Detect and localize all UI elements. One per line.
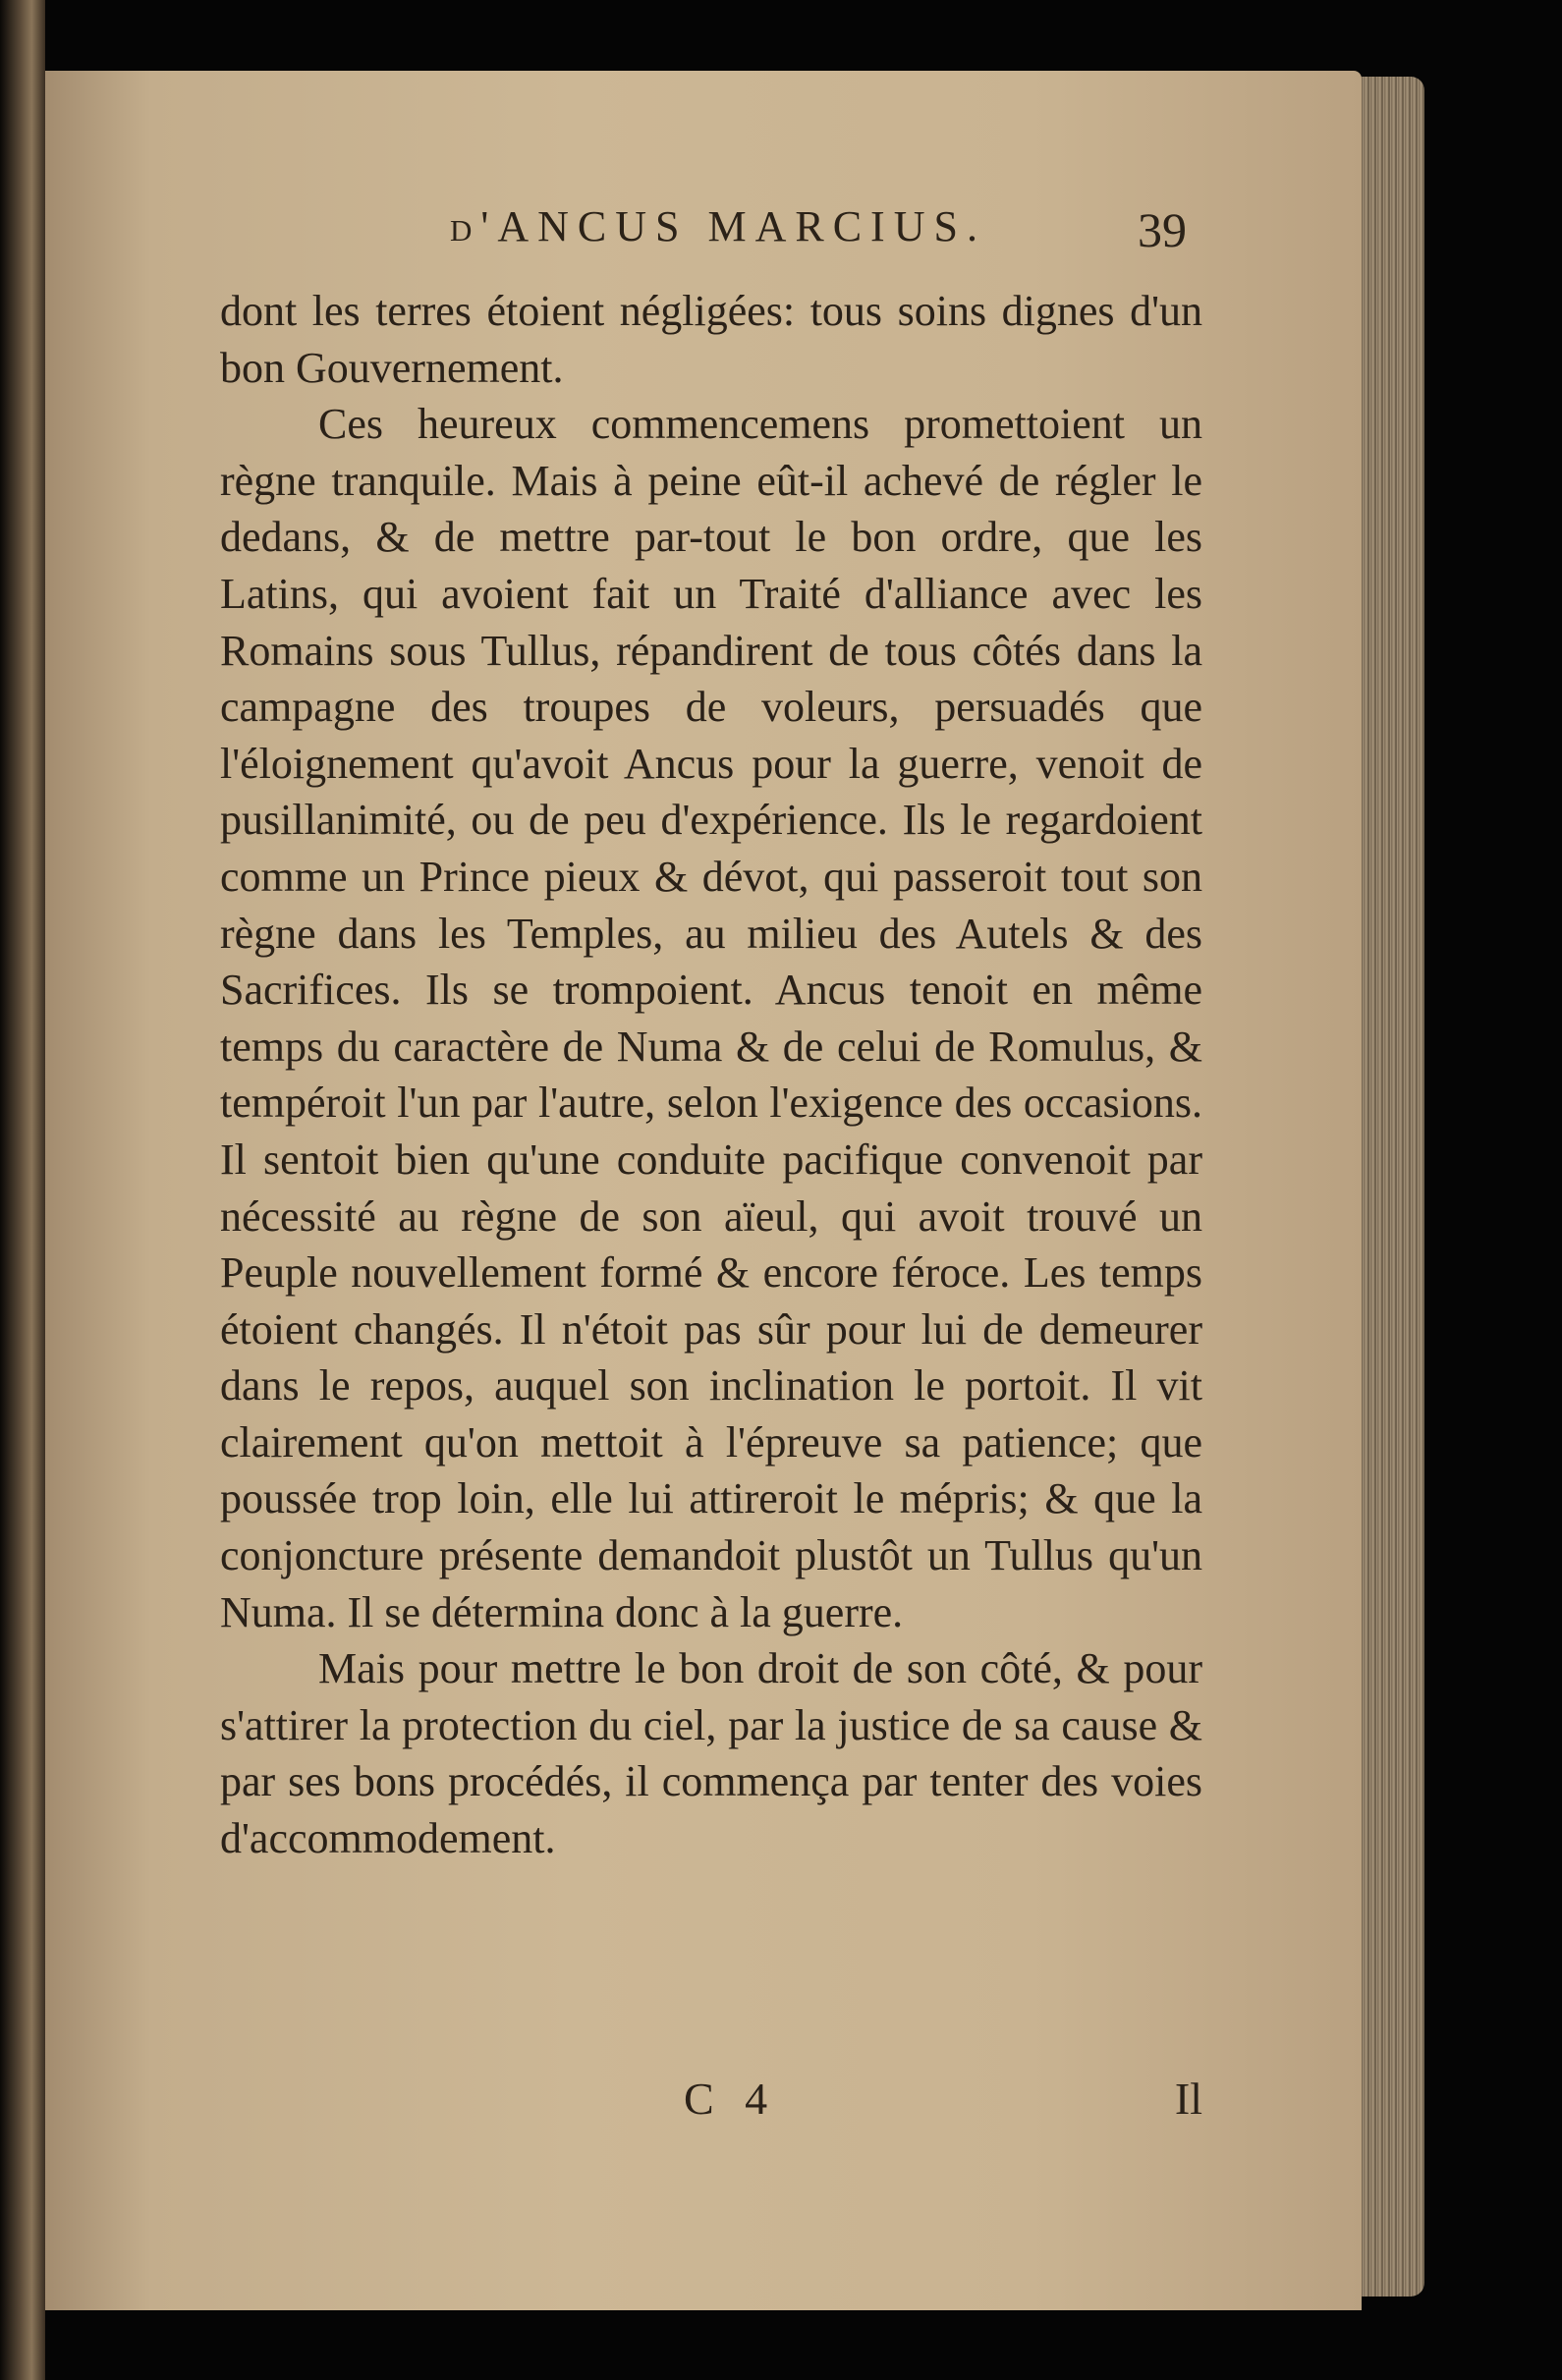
signature-mark: C 4 (684, 2074, 778, 2124)
paragraph: dont les terres étoient négligées: tous soins dignes d'un bon Gouvernement. (220, 287, 1202, 392)
catchword: Il (1174, 2074, 1202, 2124)
paragraph: Mais pour mettre le bon droit de son côté, & pour s'attirer la protection du ciel, par la justice de sa cause & par ses bons procédés, il commença par tenter des voies d'accommodement. (220, 1644, 1202, 1863)
body-text (220, 283, 1202, 1867)
book-spine (0, 0, 45, 2380)
running-title: d'ANCUS MARCIUS. (450, 202, 986, 250)
page-footer (220, 2073, 1202, 2131)
paragraph: Ces heureux commencemens promettoient un règne tranquile. Mais à peine eût-il achevé de régler le dedans, & de mettre par-tout le bon ordre, que les Latins, qui avoient fait un Traité d'alliance avec les Romains sous Tullus, répandirent de tous côtés dans la campagne des troupes de voleurs, persuadés que l'éloignement qu'avoit Ancus pour la guerre, venoit de pusillanimité, ou de peu d'expérience. Ils le regardoient comme un Prince pieux & dévot, qui passeroit tout son règne dans les Temples, au milieu des Autels & des Sacrifices. Ils se trompoient. Ancus tenoit en même temps du caractère de Numa & de celui de Romulus, & tempéroit l'un par l'autre, selon l'exigence des occasions. Il sentoit bien qu'une conduite pacifique convenoit par nécessité au règne de son aïeul, qui avoit trouvé un Peuple nouvellement formé & encore féroce. Les temps étoient changés. Il n'étoit pas sûr pour lui de demeurer dans le repos, auquel son inclination le portoit. Il vit clairement qu'on mettoit à l'épreuve sa patience; que poussée trop loin, elle lui attireroit le mépris; & que la conjoncture présente demandoit plustôt un Tullus qu'un Numa. Il se détermina donc à la guerre. (220, 400, 1202, 1636)
page-number: 39 (1138, 202, 1187, 257)
page-header (450, 201, 1187, 260)
